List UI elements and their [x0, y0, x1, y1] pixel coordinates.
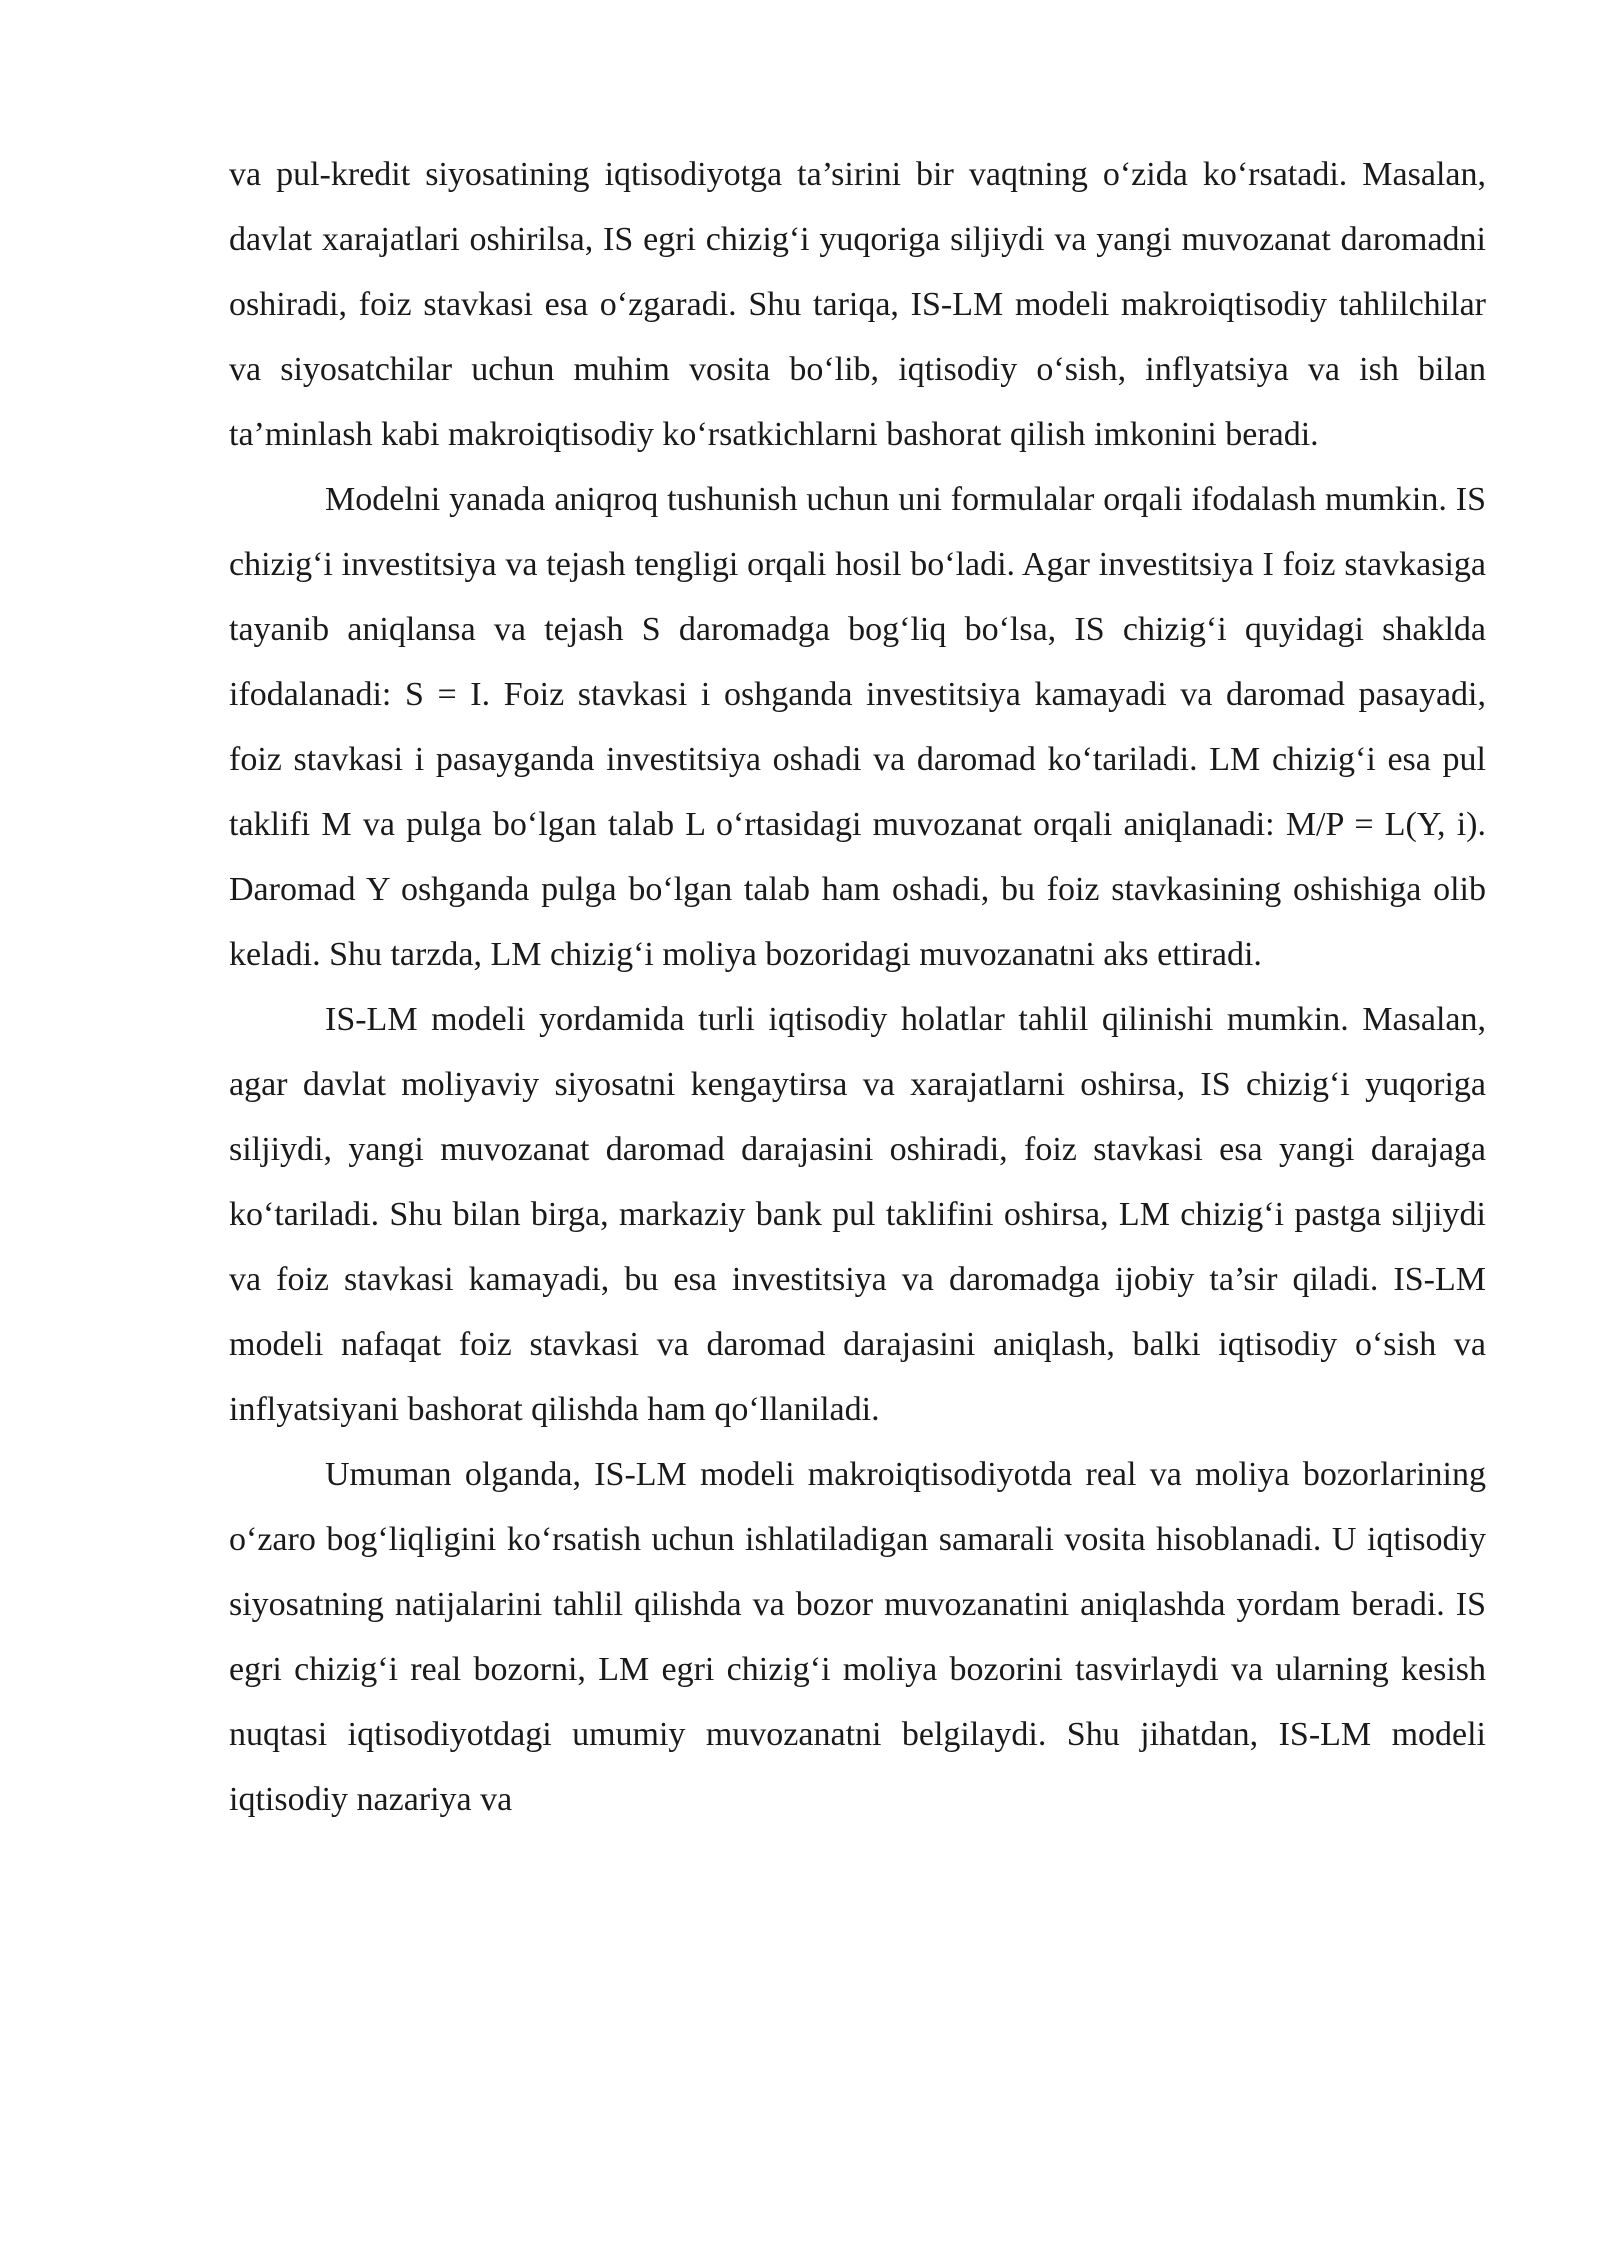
document-body [229, 142, 1486, 1832]
paragraph-conclusion: Umuman olganda, IS-LM modeli makroiqtisodiyotda real va moliya bozorlarining o‘zaro bog‘liqligini ko‘rsatish uchun ishlatiladigan samarali vosita hisoblanadi. U iqtisodiy siyosatning natijalarini tahlil qilishda va bozor muvozanatini aniqlashda yordam beradi. IS egri chizig‘i real bozorni, LM egri chizig‘i moliya bozorini tasvirlaydi va ularning kesish nuqtasi iqtisodiyotdagi umumiy muvozanatni belgilaydi. Shu jihatdan, IS-LM modeli iqtisodiy nazariya va [229, 1456, 1486, 1818]
paragraph-continuation: va pul-kredit siyosatining iqtisodiyotga ta’sirini bir vaqtning o‘zida ko‘rsatadi. Masalan, davlat xarajatlari oshirilsa, IS egri chizig‘i yuqoriga siljiydi va yangi muvozanat daromadni oshiradi, foiz stavkasi esa o‘zgaradi. Shu tariqa, IS-LM modeli makroiqtisodiy tahlilchilar va siyosatchilar uchun muhim vosita bo‘lib, iqtisodiy o‘sish, inflyatsiya va ish bilan ta’minlash kabi makroiqtisodiy ko‘rsatkichlarni bashorat qilish imkonini beradi. [229, 156, 1486, 453]
paragraph-formulas: Modelni yanada aniqroq tushunish uchun uni formulalar orqali ifodalash mumkin. IS chizig‘i investitsiya va tejash tengligi orqali hosil bo‘ladi. Agar investitsiya I foiz stavkasiga tayanib aniqlansa va tejash S daromadga bog‘liq bo‘lsa, IS chizig‘i quyidagi shaklda ifodalanadi: S = I. Foiz stavkasi i oshganda investitsiya kamayadi va daromad pasayadi, foiz stavkasi i pasayganda investitsiya oshadi va daromad ko‘tariladi. LM chizig‘i esa pul taklifi M va pulga bo‘lgan talab L o‘rtasidagi muvozanat orqali aniqlanadi: M/P = L(Y, i). Daromad Y oshganda pulga bo‘lgan talab ham oshadi, bu foiz stavkasining oshishiga olib keladi. Shu tarzda, LM chizig‘i moliya bozoridagi muvozanatni aks ettiradi. [229, 481, 1486, 973]
paragraph-policy-analysis: IS-LM modeli yordamida turli iqtisodiy holatlar tahlil qilinishi mumkin. Masalan, agar davlat moliyaviy siyosatni kengaytirsa va xarajatlarni oshirsa, IS chizig‘i yuqoriga siljiydi, yangi muvozanat daromad darajasini oshiradi, foiz stavkasi esa yangi darajaga ko‘tariladi. Shu bilan birga, markaziy bank pul taklifini oshirsa, LM chizig‘i pastga siljiydi va foiz stavkasi kamayadi, bu esa investitsiya va daromadga ijobiy ta’sir qiladi. IS-LM modeli nafaqat foiz stavkasi va daromad darajasini aniqlash, balki iqtisodiy o‘sish va inflyatsiyani bashorat qilishda ham qo‘llaniladi. [229, 1001, 1486, 1428]
